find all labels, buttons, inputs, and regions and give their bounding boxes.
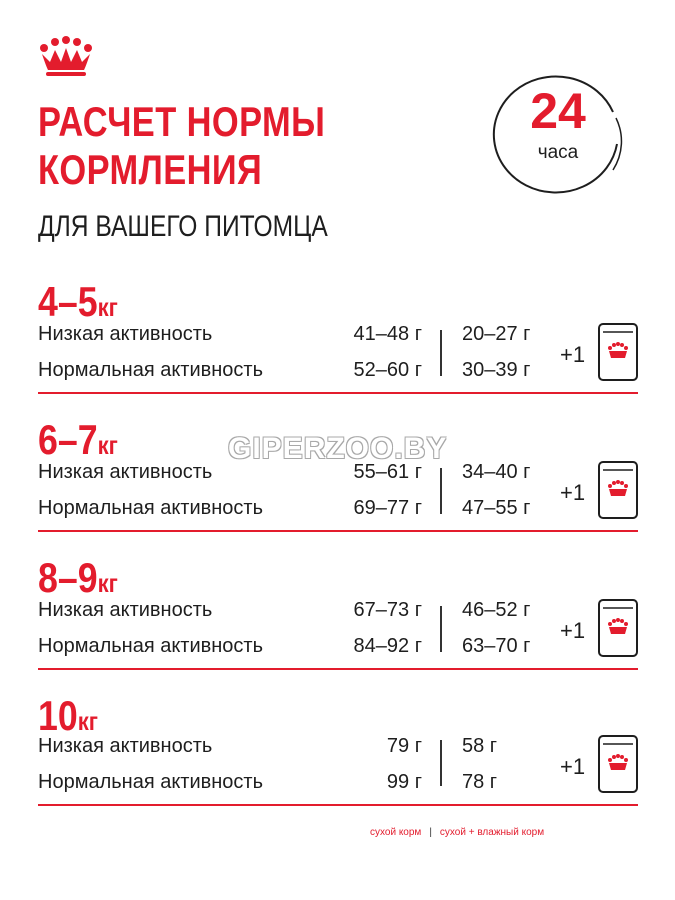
weight-unit: кг xyxy=(97,292,118,322)
weight-value: 8–9 xyxy=(38,554,98,601)
plus-one-pouch: +1 xyxy=(560,618,586,643)
dry-amount: 52–60 г xyxy=(353,359,422,381)
dry-amount: 79 г xyxy=(386,735,422,757)
plus-one-pouch: +1 xyxy=(560,342,586,367)
wet-food-pouch-icon xyxy=(597,322,639,382)
weight-value: 10 xyxy=(38,692,78,739)
column-divider xyxy=(440,468,442,514)
wet-amount: 46–52 г xyxy=(462,599,531,621)
section-divider xyxy=(38,804,638,806)
legend-dry: сухой корм xyxy=(370,827,422,838)
wet-amount: 58 г xyxy=(462,735,498,757)
legend-wet: сухой + влажный корм xyxy=(439,827,545,838)
wet-amount: 30–39 г xyxy=(462,359,531,381)
plus-one-pouch: +1 xyxy=(560,480,586,505)
wet-amount: 34–40 г xyxy=(462,461,531,483)
wet-amount: 20–27 г xyxy=(462,323,531,345)
activity-label: Низкая активность xyxy=(38,599,213,621)
title-line-2: КОРМЛЕНИЯ xyxy=(38,146,263,193)
badge-number: 24 xyxy=(530,83,586,139)
column-divider xyxy=(440,606,442,652)
wet-food-pouch-icon xyxy=(597,598,639,658)
dry-amount: 41–48 г xyxy=(353,323,422,345)
weight-unit: кг xyxy=(97,568,118,598)
legend xyxy=(370,826,670,840)
activity-label: Нормальная активность xyxy=(38,771,264,793)
weight-unit: кг xyxy=(97,430,118,460)
section-divider xyxy=(38,668,638,670)
page-title xyxy=(38,98,325,194)
weight-value: 6–7 xyxy=(38,416,98,463)
section-divider xyxy=(38,530,638,532)
wet-amount: 63–70 г xyxy=(462,635,531,657)
dry-amount: 99 г xyxy=(386,771,422,793)
dry-amount: 84–92 г xyxy=(353,635,422,657)
column-divider xyxy=(440,740,442,786)
weight-section xyxy=(0,554,675,694)
wet-food-pouch-icon xyxy=(597,734,639,794)
activity-label: Низкая активность xyxy=(38,323,213,345)
weight-value: 4–5 xyxy=(38,278,98,325)
plus-one-pouch: +1 xyxy=(560,754,586,779)
dry-amount: 55–61 г xyxy=(353,461,422,483)
title-line-1: РАСЧЕТ НОРМЫ xyxy=(38,98,326,145)
weight-section xyxy=(0,692,675,832)
weight-section xyxy=(0,278,675,418)
watermark: GIPERZOO.BY xyxy=(228,432,448,465)
column-divider xyxy=(440,330,442,376)
legend-separator: | xyxy=(429,827,432,838)
activity-label: Нормальная активность xyxy=(38,635,264,657)
dry-amount: 69–77 г xyxy=(353,497,422,519)
activity-label: Низкая активность xyxy=(38,461,213,483)
page-subtitle: ДЛЯ ВАШЕГО ПИТОМЦА xyxy=(38,210,328,243)
activity-label: Нормальная активность xyxy=(38,359,264,381)
badge-unit: часа xyxy=(537,142,579,163)
royal-canin-crown-icon xyxy=(34,36,98,78)
weight-unit: кг xyxy=(77,706,98,736)
activity-label: Нормальная активность xyxy=(38,497,264,519)
section-divider xyxy=(38,392,638,394)
wet-amount: 47–55 г xyxy=(462,497,531,519)
dry-amount: 67–73 г xyxy=(353,599,422,621)
activity-label: Низкая активность xyxy=(38,735,213,757)
wet-food-pouch-icon xyxy=(597,460,639,520)
wet-amount: 78 г xyxy=(462,771,498,793)
